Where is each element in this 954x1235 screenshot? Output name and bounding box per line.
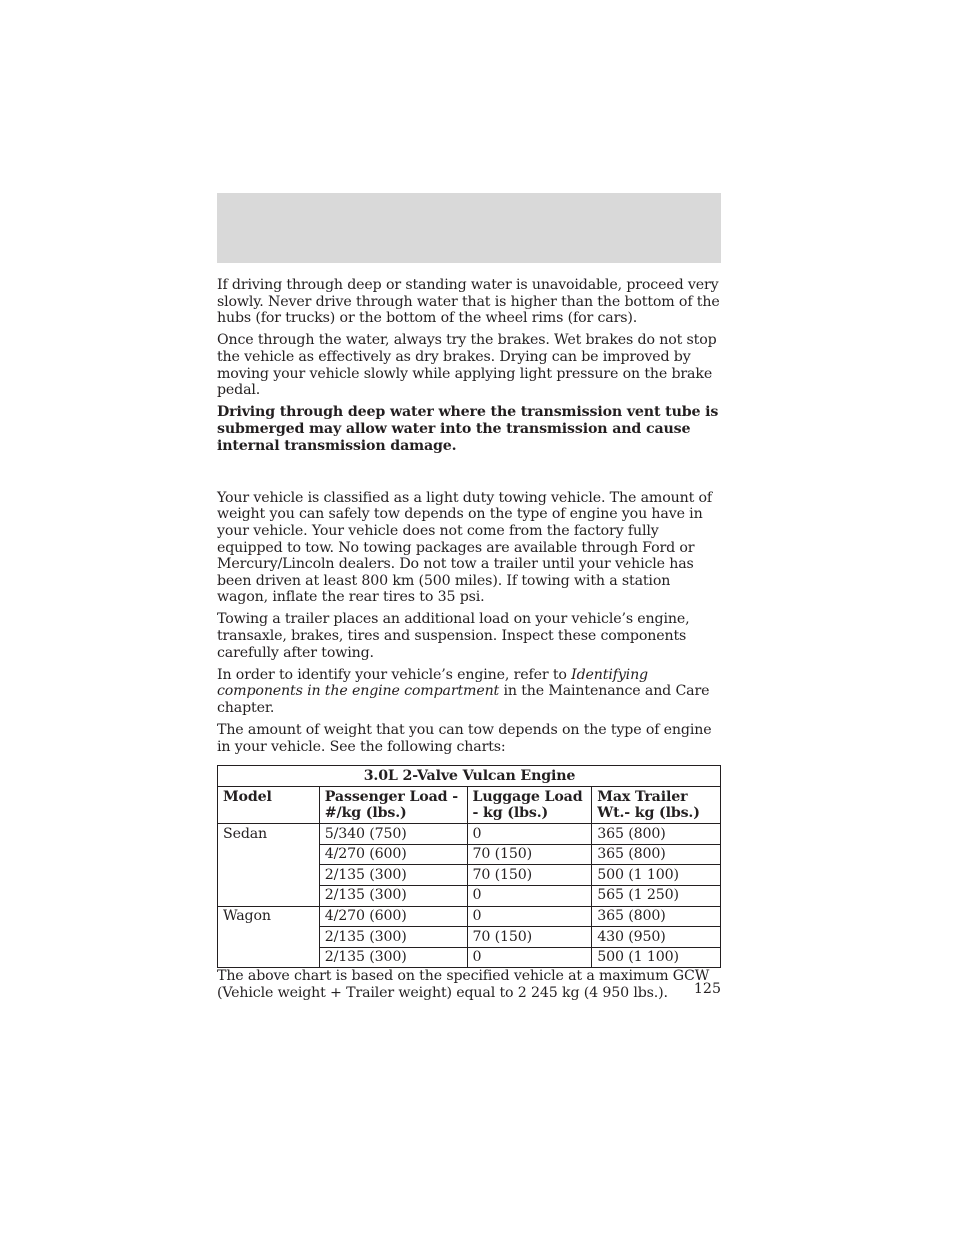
header-passenger-load: Passenger Load - #/kg (lbs.) xyxy=(319,787,467,824)
table-cell: 2/135 (300) xyxy=(319,947,467,968)
table-cell: 4/270 (600) xyxy=(319,906,467,927)
table-cell: 0 xyxy=(467,824,592,845)
section-gap xyxy=(217,460,721,490)
table-body xyxy=(218,824,721,968)
table-cell: 4/270 (600) xyxy=(319,844,467,865)
table-cell: 565 (1 250) xyxy=(592,885,721,906)
table-cell: 2/135 (300) xyxy=(319,885,467,906)
header-model: Model xyxy=(218,787,320,824)
table-cell: 365 (800) xyxy=(592,844,721,865)
table-cell: 2/135 (300) xyxy=(319,927,467,948)
towing-table xyxy=(217,765,721,968)
table-cell: 0 xyxy=(467,906,592,927)
model-cell-wagon: Wagon xyxy=(218,906,320,968)
paragraph-towing-load: Towing a trailer places an additional load on your vehicle’s engine, transaxle, brakes, tires and suspension. Inspect these components carefully after towing. xyxy=(217,611,690,661)
identify-engine-text-2: in the Maintenance and Care chapter. xyxy=(217,683,710,717)
paragraph-identify-engine xyxy=(217,667,721,717)
table-row xyxy=(218,824,721,845)
header-max-trailer: Max Trailer Wt.- kg (lbs.) xyxy=(592,787,721,824)
table-title: 3.0L 2-Valve Vulcan Engine xyxy=(218,766,721,787)
header-luggage-load: Luggage Load - kg (lbs.) xyxy=(467,787,592,824)
table-cell: 365 (800) xyxy=(592,824,721,845)
table-cell: 0 xyxy=(467,885,592,906)
warning-transmission: Driving through deep water where the transmission vent tube is submerged may allow water into the transmission and cause internal transmission damage. xyxy=(217,404,719,454)
table-cell: 70 (150) xyxy=(467,865,592,886)
paragraph-deep-water: If driving through deep or standing water is unavoidable, proceed very slowly. Never drive through water that is higher than the bottom of the hubs (for trucks) or the bottom of the wheel rims (for cars). xyxy=(217,277,720,327)
table-cell: 0 xyxy=(467,947,592,968)
section-header-band xyxy=(217,193,721,263)
table-cell: 5/340 (750) xyxy=(319,824,467,845)
table-cell: 500 (1 100) xyxy=(592,947,721,968)
identify-engine-text-1: In order to identify your vehicle’s engine, refer to xyxy=(217,666,572,683)
paragraph-brakes: Once through the water, always try the brakes. Wet brakes do not stop the vehicle as effectively as dry brakes. Drying can be improved by moving your vehicle slowly while applying light pressure on the brake pedal. xyxy=(217,332,717,399)
table-cell: 365 (800) xyxy=(592,906,721,927)
table-cell: 430 (950) xyxy=(592,927,721,948)
table-row xyxy=(218,906,721,927)
page-number: 125 xyxy=(693,981,721,997)
table-cell: 70 (150) xyxy=(467,927,592,948)
model-cell-sedan: Sedan xyxy=(218,824,320,906)
table-cell: 2/135 (300) xyxy=(319,865,467,886)
table-cell: 500 (1 100) xyxy=(592,865,721,886)
paragraph-charts-intro: The amount of weight that you can tow depends on the type of engine in your vehicle. See the following charts: xyxy=(217,722,712,755)
page-content xyxy=(217,277,721,1007)
identify-engine-reference: Identifying components in the engine compartment xyxy=(217,666,648,700)
paragraph-towing-class: Your vehicle is classified as a light duty towing vehicle. The amount of weight you can safely tow depends on the type of engine you have in your vehicle. Your vehicle does not come from the factory fully equipped to tow. No towing packages are available through Ford or Mercury/Lincoln dealers. Do not tow a trailer until your vehicle has been driven at least 800 km (500 miles). If towing with a station wagon, inflate the rear tires to 35 psi. xyxy=(217,489,712,606)
table-cell: 70 (150) xyxy=(467,844,592,865)
table-footnote: The above chart is based on the specified vehicle at a maximum GCW (Vehicle weight + Trailer weight) equal to 2 245 kg (4 950 lbs.). xyxy=(217,968,710,1001)
